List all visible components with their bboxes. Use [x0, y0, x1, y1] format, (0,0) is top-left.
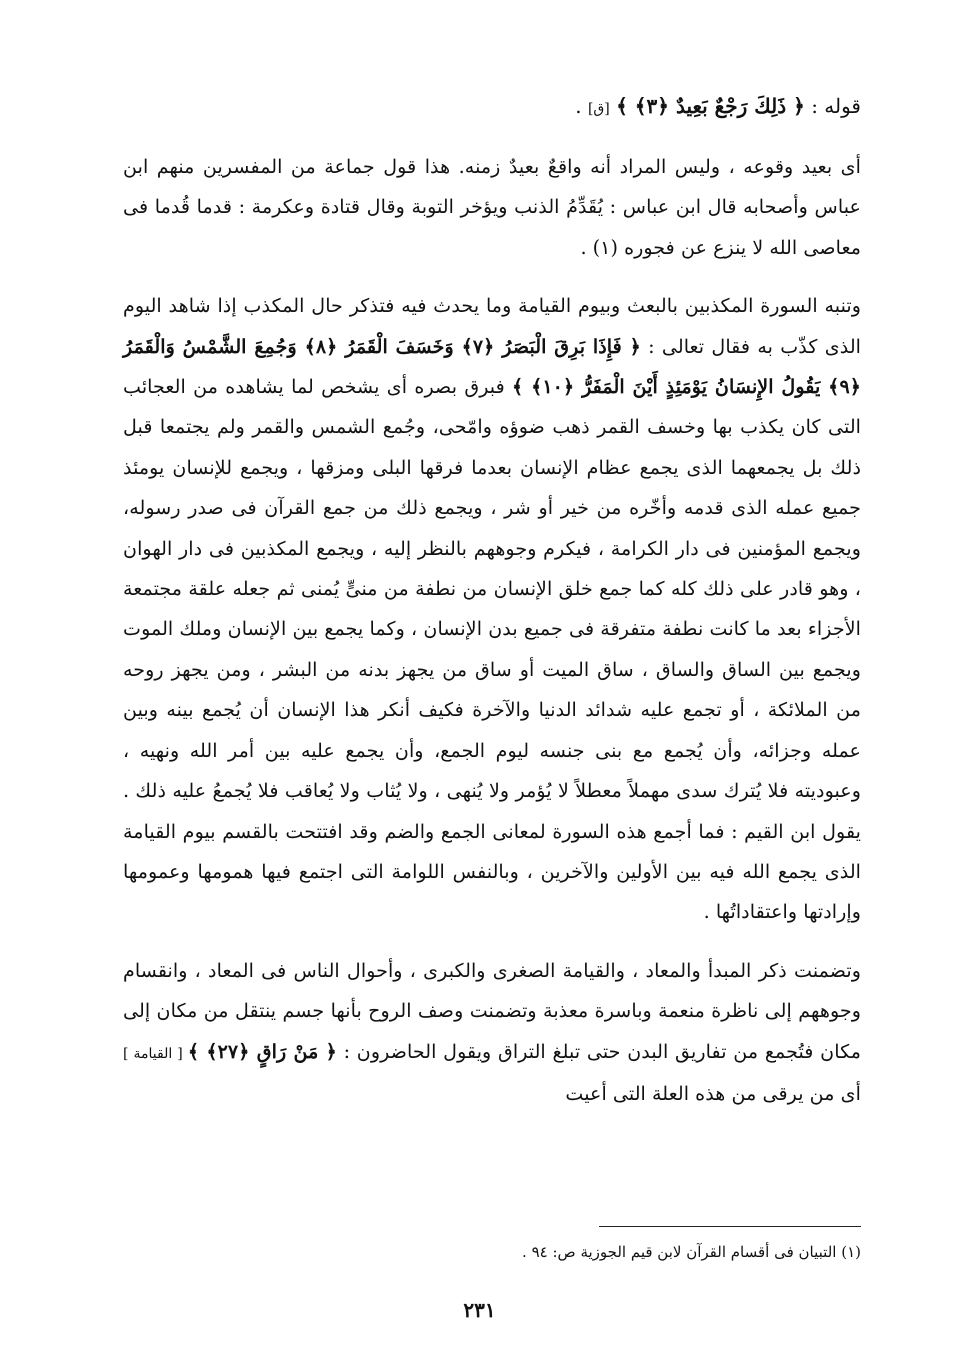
paragraph-text: فبرق بصره أى يشخص لما يشاهده من العجائب التى كان يكذب بها وخسف القمر ذهب ضوؤه وامّحى، وجُمع الشمس والقمر ولم يجتمعا قبل ذلك بل يجمعهما الذى يجمع عظام الإنسان بعدما فرقها البلى ومزقها ، ويجمع للإنسان يومئذ جميع عمله الذى قدمه وأخّره من خير أو شر ، ويجمع ذلك من جمع القرآن فى صدر رسوله، ويجمع المؤمنين فى دار الكرامة ، فيكرم وجوههم بالنظر إليه ، ويجمع المكذبين فى دار الهوان ، وهو قادر على ذلك كله كما جمع خلق الإنسان من نطفة من منىٍّ يُمنى ثم جعله علقة مجتمعة الأجزاء بعد ما كانت نطفة متفرقة فى جميع بدن الإنسان ، وكما يجمع بين الإنسان وملك الموت ويجمع بين الساق والساق ، ساق الميت أو ساق من يجهز بدنه من البشر ، ومن يجهز روحه من الملائكة ، أو تجمع عليه شدائد الدنيا والآخرة فكيف أنكر هذا الإنسان أن يُجمع بينه وبين عمله وجزائه، وأن يُجمع مع بنى جنسه ليوم الجمع، وأن يجمع عليه بين أمر الله ونهيه ، وعبوديته فلا يُترك سدى مهملاً معطلاً لا يُؤمر ولا يُنهى ، ولا يُثاب ولا يُعاقب فلا يُجمعُ عليه ذلك . يقول ابن القيم : فما أجمع هذه السورة لمعانى الجمع والضم وقد افتتحت بالقسم بيوم القيامة الذى يجمع الله فيه بين الأولين والآخرين ، وبالنفس اللوامة التى اجتمع فيها همومها وعمومها وإرادتها واعتقاداتُها . [123, 375, 861, 924]
footnote: (١) التبيان فى أقسام القرآن لابن قيم الجوزية ص: ٩٤ . [522, 1243, 861, 1261]
body-text [123, 147, 861, 1114]
footnote-divider [599, 1226, 861, 1227]
heading-reference: [ق] [587, 101, 610, 117]
paragraph-text: وتضمنت ذكر المبدأ والمعاد ، والقيامة الصغرى والكبرى ، وأحوال الناس فى المعاد ، وانقسام وجوههم إلى ناظرة منعمة وباسرة معذبة وتضمنت وصف الروح بأنها جسم ينتقل من مكان إلى مكان فتُجمع من تفاريق البدن حتى تبلغ التراق ويقول الحاضرون : [123, 958, 861, 1063]
paragraph-text: أى من يرقى من هذه العلة التى أعيت [565, 1081, 861, 1105]
paragraph [123, 951, 861, 1115]
paragraph [123, 286, 861, 933]
paragraph-text: أى بعيد وقوعه ، وليس المراد أنه واقعٌ بعيدٌ زمنه. هذا قول جماعة من المفسرين منهم ابن عباس وأصحابه قال ابن عباس : يُقَدِّمُ الذنب ويؤخر التوبة وقال قتادة وعكرمة : قدما قُدما فى معاصى الله لا ينزع عن فجوره (١) . [123, 155, 861, 259]
verse-heading [161, 86, 861, 129]
paragraph [123, 147, 861, 268]
quran-verse: ﴿ مَنْ رَاقٍ ﴿٢٧﴾ ﴾ [187, 1039, 337, 1063]
quran-verse: ﴿ فَإِذَا بَرِقَ الْبَصَرُ ﴿٧﴾ وَخَسَفَ الْقَمَرُ ﴿٨﴾ وَجُمِعَ الشَّمْسُ وَالْقَمَرُ ﴿٩﴾ يَقُولُ الإِنسَانُ يَوْمَئِذٍ أَيْنَ الْمَفَرُّ ﴿١٠﴾ ﴾ [123, 334, 861, 399]
heading-prefix: قوله : [811, 94, 861, 118]
surah-reference: [ القيامة ] [123, 1045, 188, 1062]
heading-suffix: . [575, 94, 582, 118]
paragraph-text: وتنبه السورة المكذبين بالبعث وبيوم القيامة وما يحدث فيه فتذكر حال المكذب إذا شاهد اليوم الذى كذّب به فقال تعالى : [123, 294, 861, 358]
page-number: ٢٣١ [463, 1298, 496, 1322]
heading-verse: ﴿ ذَلِكَ رَجْعٌ بَعِيدٌ ﴿٣﴾ ﴾ [616, 94, 805, 118]
